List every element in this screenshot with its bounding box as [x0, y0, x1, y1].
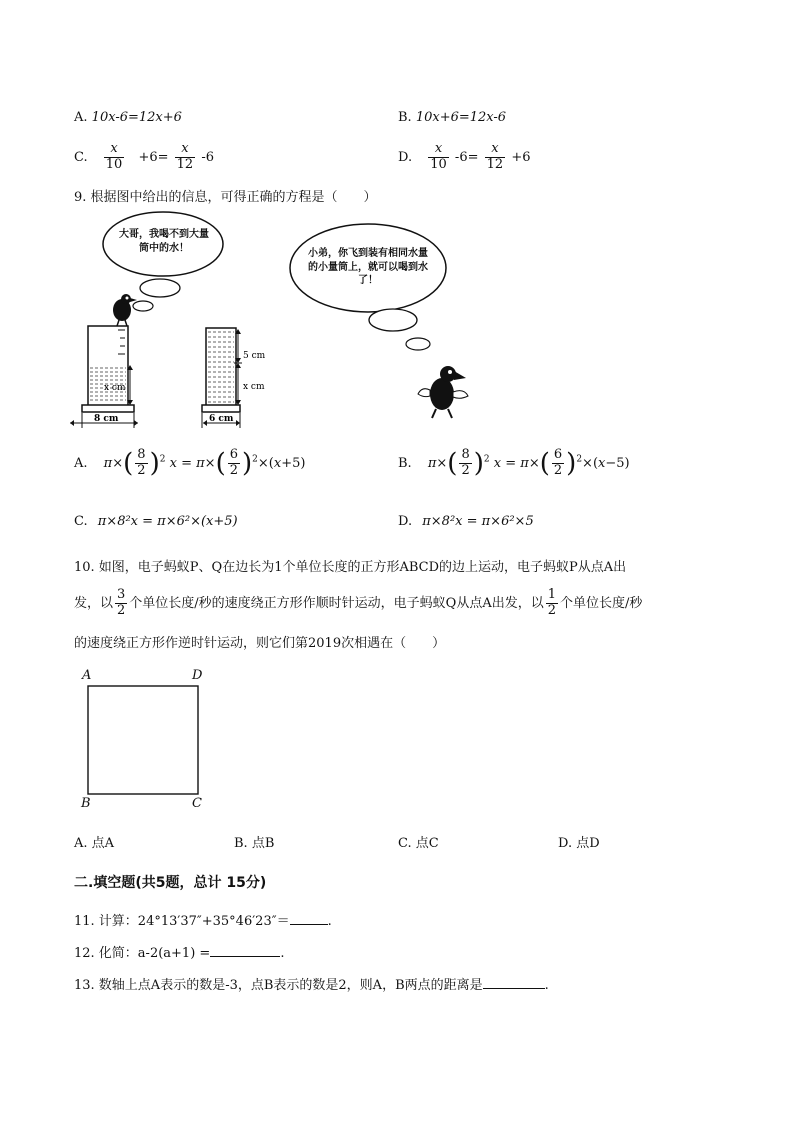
q10-option-b: B. 点B — [234, 836, 275, 851]
q9-option-c-label: C. — [74, 514, 88, 529]
q8-option-d-label: D. — [398, 149, 413, 165]
q8-option-a-text: 10x-6=12x+6 — [91, 110, 182, 125]
q9-option-c-text: π×8²x = π×6²×(x+5) — [97, 514, 238, 529]
q9-option-a-label: A. — [74, 455, 88, 471]
big-cyl-x-label: x cm — [104, 383, 126, 393]
q11-end: . — [327, 914, 332, 929]
bubble-left-text: 大哥，我喝不到大量筒中的水！ — [119, 229, 209, 254]
vertex-c-label: C — [192, 796, 202, 811]
small-cylinder — [202, 328, 242, 428]
big-cylinder — [70, 326, 138, 428]
q10-fraction-3-2: $\frac{3}{2}$ — [117, 587, 126, 618]
q12-text: 12. 化简：a-2(a+1) = — [74, 946, 211, 961]
q10-fraction-1-2: $\frac{1}{2}$ — [547, 587, 557, 618]
q12-answer-blank[interactable] — [210, 944, 280, 957]
big-cyl-width-label: 8 cm — [94, 414, 119, 424]
section-2-title: 二.填空题(共5题，总计 15分) — [74, 875, 267, 891]
q8-option-c-mid: +6= — [138, 149, 169, 165]
q8-option-c-end: -6 — [201, 149, 215, 165]
q8-option-b — [398, 110, 506, 125]
q9-option-a: A. π×( $\frac{8}{2}$ )$^2$ x = π×( $\frac{6}{2}$ )$^2$×(x+5) — [74, 447, 306, 479]
small-cyl-x-label: x cm — [243, 382, 265, 392]
q9-option-c — [74, 514, 238, 529]
q8-option-a — [74, 110, 182, 125]
q8-option-b-label: B. — [398, 110, 412, 125]
q8-option-d-end: +6 — [511, 149, 531, 165]
q9-option-b: B. π×( $\frac{8}{2}$ )$^2$ x = π×( $\frac{6}{2}$ )$^2$×(x−5) — [398, 447, 630, 479]
q13 — [74, 974, 549, 993]
q10-option-c: C. 点C — [398, 836, 439, 851]
q11 — [74, 910, 332, 929]
q9-option-d — [398, 514, 534, 529]
q8-d-fraction-2: $\frac{x}{12}$ — [486, 141, 504, 172]
q10-stem-line3: 的速度绕正方形作逆时针运动，则它们第2019次相遇在（ ） — [74, 636, 446, 651]
q10-stem-line2 — [74, 588, 642, 619]
q10-stem-line2-b: 个单位长度/秒的速度绕正方形作顺时针运动，电子蚂蚁Q从点A出发，以 — [129, 595, 544, 611]
vertex-a-label: A — [82, 668, 92, 683]
q13-answer-blank[interactable] — [483, 976, 545, 989]
q10-square-figure — [72, 666, 222, 814]
small-cyl-width-label: 6 cm — [209, 414, 234, 424]
q12 — [74, 942, 284, 961]
q8-option-b-text: 10x+6=12x-6 — [415, 110, 507, 125]
vertex-d-label: D — [192, 668, 203, 683]
q13-end: . — [544, 978, 549, 993]
q8-d-fraction-1: $\frac{x}{10}$ — [430, 141, 447, 172]
q13-text: 13. 数轴上点A表示的数是-3，点B表示的数是2，则A，B两点的距离是 — [74, 978, 483, 993]
q10-stem-line2-c: 个单位长度/秒 — [560, 595, 643, 611]
q8-option-d — [398, 142, 530, 173]
q10-stem-line1: 10. 如图，电子蚂蚁P、Q在边长为1个单位长度的正方形ABCD的边上运动，电子蚂蚁P从点A出 — [74, 560, 627, 575]
q10-stem-line2-a: 发，以 — [74, 595, 114, 611]
small-cyl-5-label: 5 cm — [243, 351, 266, 361]
q8-option-c — [74, 142, 214, 173]
bubble-right-text: 小弟，你飞到装有相同水量的小量筒上，就可以喝到水了！ — [308, 248, 428, 286]
q9-option-d-label: D. — [398, 514, 413, 529]
q10-option-a: A. 点A — [74, 836, 115, 851]
crow-small-icon — [113, 294, 137, 326]
q8-option-a-label: A. — [74, 110, 88, 125]
crow-big-icon — [418, 366, 468, 418]
q9-option-b-label: B. — [398, 455, 412, 471]
q8-c-fraction-2: $\frac{x}{12}$ — [176, 141, 194, 172]
q11-text: 11. 计算：24°13′37″+35°46′23″＝ — [74, 914, 290, 929]
q8-option-d-mid: -6= — [454, 149, 479, 165]
q12-end: . — [280, 946, 285, 961]
q9-option-d-text: π×8²x = π×6²×5 — [422, 514, 534, 529]
q10-option-d: D. 点D — [558, 836, 600, 851]
q11-answer-blank[interactable] — [290, 912, 328, 925]
q9-stem: 9. 根据图中给出的信息，可得正确的方程是（ ） — [74, 190, 377, 205]
vertex-b-label: B — [81, 796, 91, 811]
q8-c-fraction-1: $\frac{x}{10}$ — [105, 141, 123, 172]
q8-option-c-label: C. — [74, 149, 88, 165]
